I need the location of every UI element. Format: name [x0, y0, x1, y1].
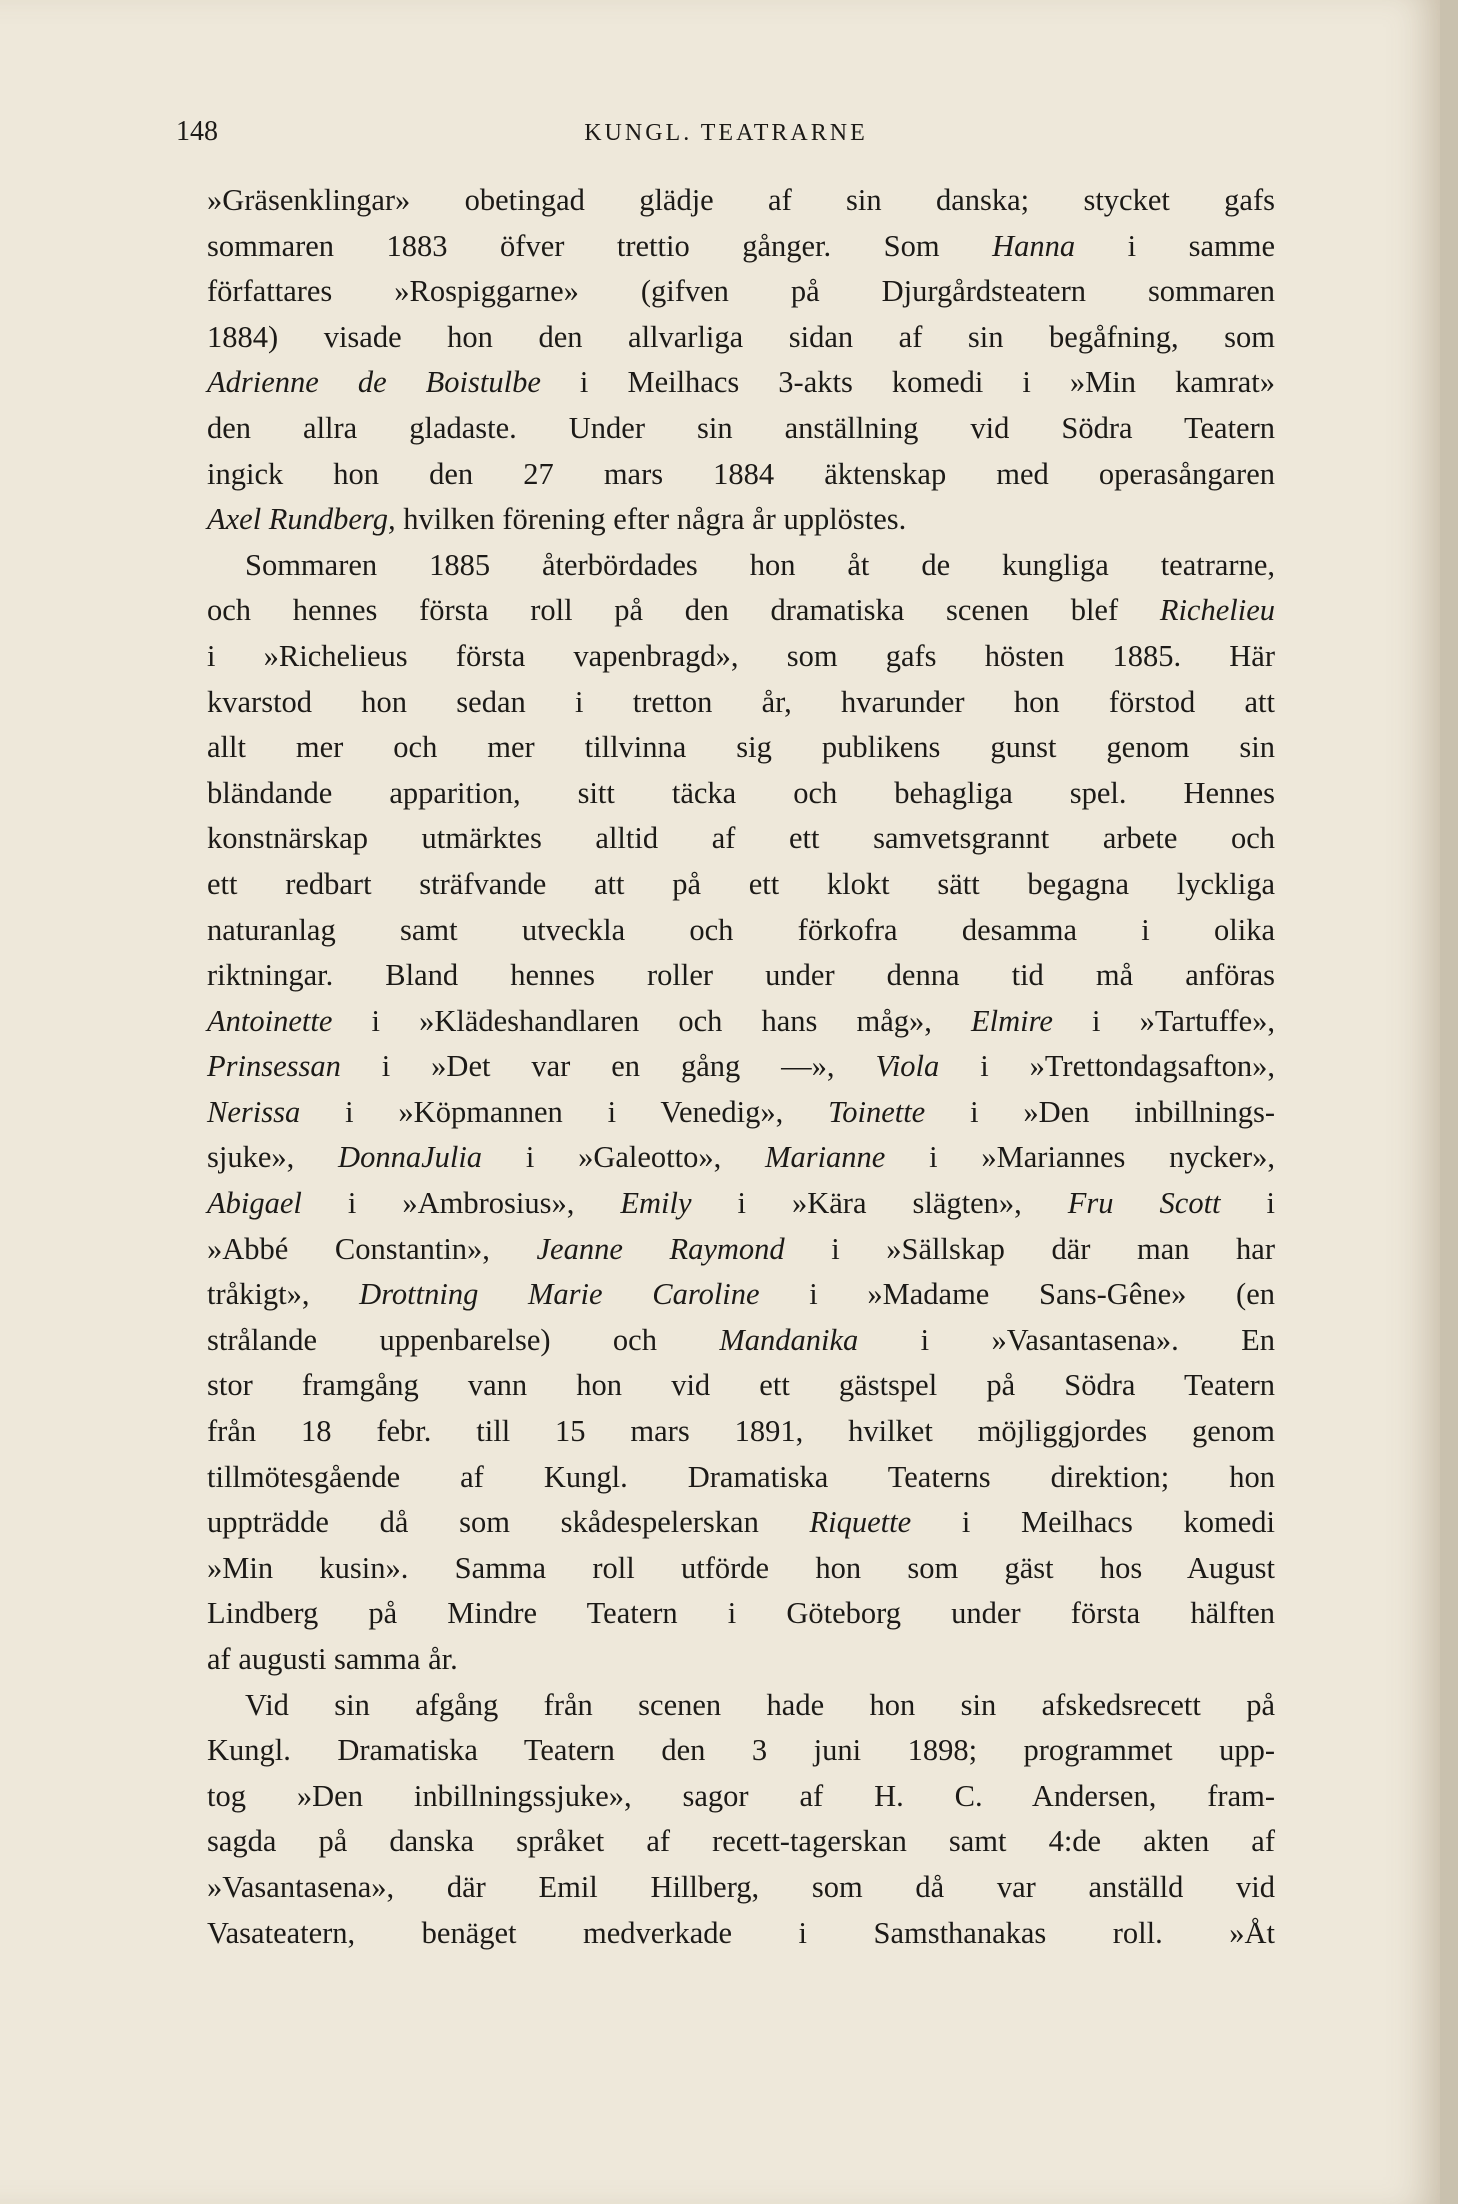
text-line [207, 1044, 1275, 1090]
text-segment: »Min kusin». Samma roll utförde hon som gäst hos August [207, 1550, 1275, 1585]
text-segment: från 18 febr. till 15 mars 1891, hvilket möjliggjordes genom [207, 1414, 1275, 1449]
text-segment: i »Richelieus första vapenbragd», som gafs hösten 1885. Här [207, 638, 1275, 673]
text-line [207, 360, 1275, 406]
text-segment: bländande apparition, sitt täcka och behagliga spel. Hennes [207, 775, 1275, 810]
text-line [207, 999, 1275, 1045]
text-segment: 1884) visade hon den allvarliga sidan af sin begåfning, som [207, 319, 1275, 354]
role-name: Hanna [992, 228, 1076, 263]
page-header [176, 116, 1276, 156]
page-number: 148 [176, 116, 218, 147]
text-segment: Sommaren 1885 återbördades hon åt de kungliga teatrarne, [245, 547, 1275, 582]
text-segment: konstnärskap utmärktes alltid af ett samvetsgrannt arbete och [207, 821, 1275, 856]
text-line [207, 1819, 1275, 1865]
role-name: Prinsessan [207, 1049, 341, 1084]
text-segment: ingick hon den 27 mars 1884 äktenskap med operasångaren [207, 456, 1275, 491]
text-segment: författares »Rospiggarne» (gifven på Djurgårdsteatern sommaren [207, 274, 1275, 309]
running-title: KUNGL. TEATRARNE [584, 120, 868, 146]
text-segment: Vid sin afgång från scenen hade hon sin afskedsrecett på [245, 1687, 1275, 1722]
text-segment: »Vasantasena», där Emil Hillberg, som då var anställd vid [207, 1869, 1275, 1904]
text-segment: »Gräsenklingar» obetingad glädje af sin danska; stycket gafs [207, 183, 1275, 217]
text-line [207, 497, 1275, 543]
text-line [207, 1865, 1275, 1911]
body-text [207, 178, 1275, 1956]
text-segment: i »Galeotto», [482, 1140, 766, 1175]
text-segment: Kungl. Dramatiska Teatern den 3 juni 1898; programmet upp- [207, 1733, 1275, 1768]
text-segment: tillmötesgående af Kungl. Dramatiska Teaterns direktion; hon [207, 1459, 1275, 1494]
text-segment: i »Den inbillnings- [925, 1094, 1275, 1129]
text-segment: tråkigt», [207, 1277, 360, 1312]
role-name: Antoinette [207, 1003, 333, 1038]
text-segment: stor framgång vann hon vid ett gästspel på Södra Teatern [207, 1368, 1275, 1403]
text-segment: och hennes första roll på den dramatiska scenen blef [207, 593, 1160, 628]
text-segment: hvilken förening efter några år upplöstes. [395, 502, 907, 537]
text-segment: riktningar. Bland hennes roller under denna tid må anföras [207, 958, 1275, 993]
text-segment: i »Madame Sans-Gêne» (en [759, 1277, 1275, 1312]
text-segment: i »Trettondagsafton», [939, 1049, 1276, 1084]
text-segment: Lindberg på Mindre Teatern i Göteborg under första hälften [207, 1596, 1275, 1631]
text-line [207, 953, 1275, 999]
text-segment: sagda på danska språket af recett-tagerskan samt 4:de akten af [207, 1824, 1275, 1859]
text-segment: sommaren 1883 öfver trettio gånger. Som [207, 228, 993, 263]
text-segment: tog »Den inbillningssjuke», sagor af H. C. Andersen, fram- [207, 1778, 1275, 1813]
text-segment: i »Det var en gång —», [340, 1049, 876, 1084]
text-line [207, 680, 1275, 726]
text-segment: i »Vasantasena». En [858, 1322, 1275, 1357]
text-line [207, 1500, 1275, 1546]
text-line [207, 1591, 1275, 1637]
role-name: Axel Rundberg, [207, 502, 396, 537]
text-line [207, 1728, 1275, 1774]
role-name: Drottning Marie Caroline [359, 1277, 760, 1312]
text-line [207, 816, 1275, 862]
role-name: Nerissa [207, 1094, 301, 1129]
text-line [207, 771, 1275, 817]
text-segment: i »Tartuffe», [1052, 1003, 1275, 1038]
text-segment: uppträdde då som skådespelerskan [207, 1505, 810, 1540]
text-line [207, 862, 1275, 908]
role-name: Richelieu [1159, 593, 1275, 628]
text-line [207, 1455, 1275, 1501]
text-segment: i [1220, 1186, 1276, 1221]
role-name: Jeanne Raymond [536, 1231, 785, 1266]
text-line [207, 315, 1275, 361]
text-line [207, 1637, 1275, 1683]
role-name: Viola [875, 1049, 940, 1084]
role-name: Mandanika [719, 1322, 859, 1357]
role-name: Riquette [809, 1505, 912, 1540]
text-segment: kvarstod hon sedan i tretton år, hvarunder hon förstod att [207, 684, 1275, 719]
text-line [207, 1409, 1275, 1455]
text-line [207, 269, 1275, 315]
text-segment: i »Klädeshandlaren och hans måg», [332, 1003, 972, 1038]
text-line [207, 725, 1275, 771]
text-segment: den allra gladaste. Under sin anställning vid Södra Teatern [207, 410, 1275, 445]
text-segment: af augusti samma år. [207, 1642, 458, 1676]
text-line [207, 1181, 1275, 1227]
text-segment: ett redbart sträfvande att på ett klokt sätt begagna lyckliga [207, 866, 1275, 901]
text-line [207, 1090, 1275, 1136]
text-line [207, 452, 1275, 498]
text-segment: »Abbé Constantin», [207, 1231, 537, 1266]
text-line [207, 1227, 1275, 1273]
text-line [207, 908, 1275, 954]
text-segment: naturanlag samt utveckla och förkofra desamma i olika [207, 912, 1275, 947]
role-name: Abigael [207, 1186, 302, 1221]
text-segment: Vasateatern, benäget medverkade i Samsthanakas roll. »Åt [207, 1915, 1275, 1950]
role-name: Marianne [765, 1140, 886, 1175]
text-line [207, 224, 1275, 270]
text-line [207, 1135, 1275, 1181]
role-name: Elmire [971, 1003, 1053, 1038]
text-line [207, 1683, 1275, 1729]
text-line [207, 1272, 1275, 1318]
page-edge [1440, 0, 1458, 2204]
text-line [207, 1911, 1275, 1957]
text-line [207, 634, 1275, 680]
text-line [207, 178, 1275, 224]
text-segment: allt mer och mer tillvinna sig publikens gunst genom sin [207, 730, 1275, 765]
role-name: Toinette [828, 1094, 926, 1129]
text-line [207, 1546, 1275, 1592]
role-name: Emily [620, 1186, 692, 1221]
text-line [207, 588, 1275, 634]
text-segment: i »Mariannes nycker», [885, 1140, 1276, 1175]
text-line [207, 1363, 1275, 1409]
text-segment: i Meilhacs komedi [911, 1505, 1275, 1540]
role-name: DonnaJulia [338, 1140, 483, 1175]
text-segment: i samme [1075, 228, 1275, 263]
role-name: Fru Scott [1067, 1186, 1221, 1221]
text-line [207, 406, 1275, 452]
role-name: Adrienne de Boistulbe [207, 365, 541, 400]
text-segment: i Meilhacs 3-akts komedi i »Min kamrat» [540, 365, 1275, 400]
text-segment: i »Köpmannen i Venedig», [300, 1094, 829, 1129]
text-segment: i »Ambrosius», [301, 1186, 621, 1221]
text-segment: i »Sällskap där man har [784, 1231, 1275, 1266]
text-line [207, 1774, 1275, 1820]
text-line [207, 543, 1275, 589]
text-line [207, 1318, 1275, 1364]
text-segment: strålande uppenbarelse) och [207, 1322, 720, 1357]
text-segment: sjuke», [207, 1140, 339, 1175]
text-segment: i »Kära slägten», [691, 1186, 1068, 1221]
